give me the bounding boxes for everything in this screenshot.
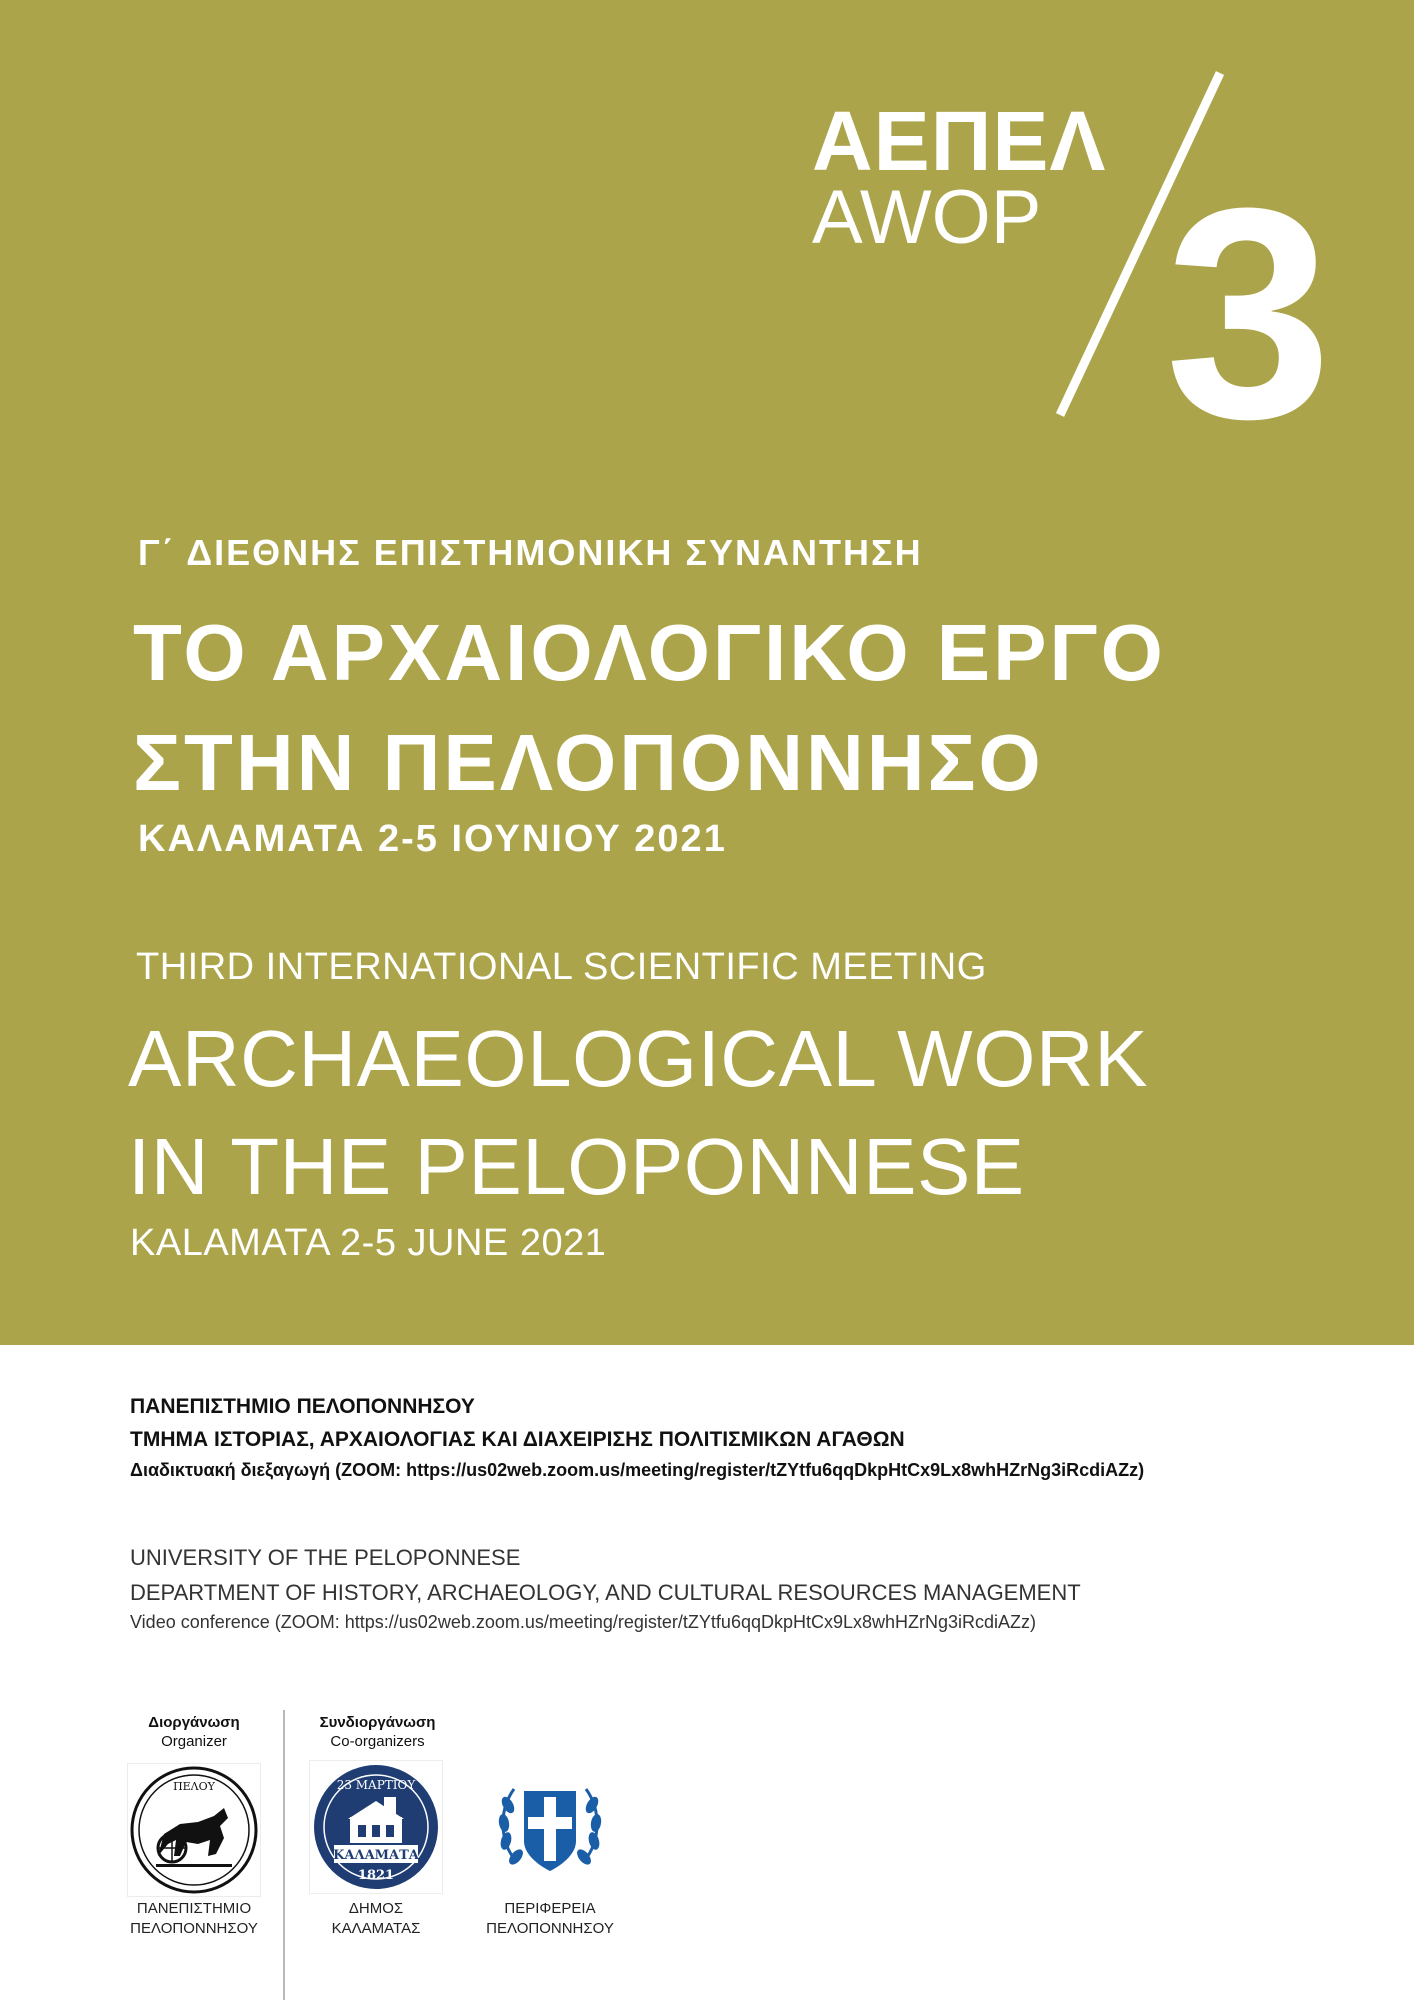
english-university-name: UNIVERSITY OF THE PELOPONNESE	[130, 1545, 521, 1570]
logo-line1: ΑΕΠΕΛ	[812, 94, 1107, 188]
kalamata-caption	[276, 1899, 476, 1939]
coorganizers-label-greek: Συνδιοργάνωση	[319, 1714, 436, 1731]
english-subtitle: THIRD INTERNATIONAL SCIENTIFIC MEETING	[136, 946, 987, 988]
greek-zoom-link[interactable]: Διαδικτυακή διεξαγωγή (ZOOM: https://us02web.zoom.us/meeting/register/tZYtfu6qqDkpHtCx9Lx8whHZrNg3iRcdiAZz)	[130, 1460, 1145, 1480]
kalamata-seal-year: 1821	[357, 1868, 395, 1883]
kalamata-seal-name: ΚΑΛΑΜΑΤΑ	[333, 1848, 419, 1863]
university-seal-text: ΠΕΛΟΥ	[173, 1780, 215, 1793]
university-caption-line2: ΠΕΛΟΠΟΝΝΗΣΟΥ	[130, 1920, 258, 1937]
greek-subtitle: Γ΄ ΔΙΕΘΝΗΣ ΕΠΙΣΤΗΜΟΝΙΚΗ ΣΥΝΑΝΤΗΣΗ	[138, 532, 923, 573]
organizer-divider	[283, 1710, 285, 2000]
english-title	[128, 1005, 1148, 1221]
greek-title	[133, 598, 1166, 818]
organizer-label-english: Organizer	[161, 1733, 227, 1750]
greek-title-line1: ΤΟ ΑΡΧΑΙΟΛΟΓΙΚΟ ΕΡΓΟ	[133, 608, 1166, 697]
coorganizers-label	[300, 1714, 455, 1750]
greek-date: ΚΑΛΑΜΑΤΑ 2-5 ΙΟΥΝΙΟΥ 2021	[138, 818, 727, 860]
logo-line2: AWOP	[812, 175, 1042, 260]
english-department-name: DEPARTMENT OF HISTORY, ARCHAEOLOGY, AND CULTURAL RESOURCES MANAGEMENT	[130, 1580, 1081, 1605]
region-caption-line1: ΠΕΡΙΦΕΡΕΙΑ	[504, 1900, 596, 1917]
kalamata-municipality-seal-logo	[310, 1761, 442, 1893]
university-caption	[94, 1899, 294, 1939]
kalamata-seal-top-text: 23 ΜΑΡΤΙΟΥ	[336, 1778, 416, 1792]
english-date: KALAMATA 2-5 JUNE 2021	[130, 1222, 607, 1264]
english-title-line1: ARCHAEOLOGICAL WORK	[128, 1014, 1149, 1103]
university-caption-line1: ΠΑΝΕΠΙΣΤΗΜΙΟ	[136, 1900, 252, 1917]
organizer-label-greek: Διοργάνωση	[148, 1714, 240, 1731]
kalamata-caption-line1: ΔΗΜΟΣ	[348, 1900, 404, 1917]
english-zoom-link[interactable]: Video conference (ZOOM: https://us02web.zoom.us/meeting/register/tZYtfu6qqDkpHtCx9Lx8whHZrNg3iRcdiAZz)	[130, 1612, 1037, 1632]
coorganizers-label-english: Co-organizers	[330, 1733, 425, 1750]
english-title-line2: IN THE PELOPONNESE	[128, 1122, 1025, 1211]
region-caption	[450, 1899, 650, 1939]
greek-title-line2: ΣΤΗΝ ΠΕΛΟΠΟΝΝΗΣΟ	[133, 718, 1044, 807]
aepel-awop-logo	[790, 55, 1370, 435]
greek-department-name: ΤΜΗΜΑ ΙΣΤΟΡΙΑΣ, ΑΡΧΑΙΟΛΟΓΙΑΣ ΚΑΙ ΔΙΑΧΕΙΡΙΣΗΣ ΠΟΛΙΤΙΣΜΙΚΩΝ ΑΓΑΘΩΝ	[130, 1428, 905, 1451]
greek-university-name: ΠΑΝΕΠΙΣΤΗΜΙΟ ΠΕΛΟΠΟΝΝΗΣΟΥ	[130, 1395, 475, 1418]
university-seal-logo	[128, 1764, 260, 1896]
kalamata-caption-line2: ΚΑΛΑΜΑΤΑΣ	[331, 1920, 421, 1937]
organizer-label	[128, 1714, 260, 1750]
logo-number: 3	[1165, 145, 1332, 435]
region-caption-line2: ΠΕΛΟΠΟΝΝΗΣΟΥ	[486, 1920, 614, 1937]
peloponnese-region-emblem-logo	[484, 1761, 616, 1893]
